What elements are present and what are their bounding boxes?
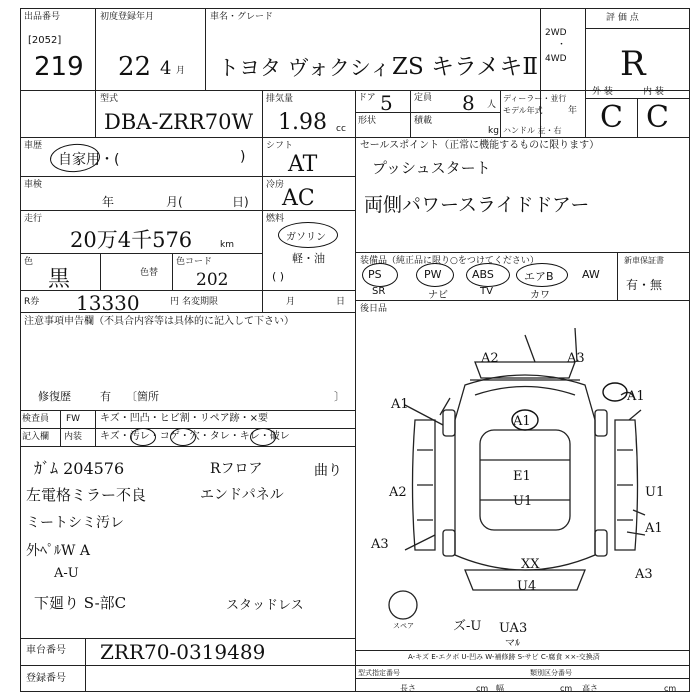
- repaint-label: 色替: [140, 268, 159, 278]
- mark-bottom-c: マﾙ: [505, 638, 520, 649]
- grade-value: R: [620, 44, 646, 84]
- note-8: エンドパネル: [200, 487, 284, 503]
- color-value: 黒: [48, 267, 71, 292]
- car-name: トヨタ ヴォクシィ: [218, 56, 391, 80]
- shift-label: シフト: [266, 141, 294, 151]
- note-2: 左電格ミラー不良: [26, 486, 147, 504]
- mark-bottom-b: UA3: [499, 621, 528, 636]
- fuel-gasoline: ガソリン: [286, 232, 326, 243]
- exterior-grade: C: [600, 100, 623, 135]
- drive-4wd: 4WD: [545, 54, 567, 64]
- interior-label: 内 装: [643, 87, 664, 97]
- equipment-label: 装備品（純正品に限り○をつけてください）: [360, 256, 539, 266]
- entry-label: 記入欄: [22, 432, 50, 442]
- note-3: ミートシミ汚レ: [26, 515, 124, 531]
- recycle-label: R券: [24, 297, 40, 307]
- note-9: 曲り: [314, 463, 342, 479]
- interior-grade: C: [646, 100, 669, 135]
- inspector-row1: キズ・凹凸・ヒビ割・リペア跡・×要: [100, 413, 268, 424]
- history-label: 車歴: [24, 141, 43, 151]
- inspector-label: 検査員: [22, 414, 50, 424]
- displacement-value: 1.98: [278, 110, 327, 135]
- shift-value: AT: [288, 152, 318, 177]
- mark-a3-top: A3: [567, 351, 585, 366]
- spare-label: スペア: [393, 622, 414, 630]
- lot-label: 出品番号: [24, 12, 61, 22]
- history-value: 自家用・(: [58, 152, 120, 168]
- category-label: 類別区分番号: [530, 669, 572, 677]
- airbag-circle: [516, 263, 568, 287]
- car-damage-diagram: [355, 300, 690, 650]
- mark-a1-hood: A1: [513, 414, 531, 429]
- drive-2wd: 2WD: [545, 28, 567, 38]
- warranty-value: 有・無: [626, 278, 663, 292]
- note-6: 下廻り S-部C: [34, 594, 127, 612]
- load-label: 積載: [414, 116, 433, 126]
- color-code-value: 202: [196, 270, 229, 290]
- lot-number: 219: [34, 52, 84, 82]
- rear-items-label: 後日品: [360, 304, 388, 314]
- notes-label: 注意事項申告欄（不具合内容等は具体的に記入して下さい）: [24, 316, 294, 327]
- fuel-diesel: 軽・油: [292, 252, 325, 265]
- model-spec-label: 型式指定番号: [358, 669, 400, 677]
- mark-u4: U4: [517, 579, 537, 594]
- first-reg-year: 22: [118, 52, 152, 82]
- mark-u1-roof: U1: [513, 494, 533, 509]
- mark-u1-right: U1: [645, 485, 665, 500]
- grade-label: 評 価 点: [606, 13, 639, 23]
- model-label: 型式: [100, 94, 119, 104]
- mark-bottom-a: ズ-U: [453, 619, 482, 634]
- first-reg-label: 初度登録年月: [100, 12, 155, 22]
- mark-a3-left: A3: [371, 537, 389, 552]
- note-10: スタッドレス: [226, 598, 304, 613]
- abs-circle: [466, 263, 510, 287]
- door-value: 5: [380, 91, 393, 115]
- fuel-label: 燃料: [266, 214, 285, 224]
- dealer-label: ディーラー・並行: [503, 94, 567, 103]
- mark-e1: E1: [513, 469, 531, 484]
- reg-no-label: 登録番号: [26, 673, 66, 684]
- note-1: ｶﾞﾑ 204576: [34, 459, 125, 478]
- warranty-label: 新車保証書: [624, 256, 664, 265]
- mark-a2-top: A2: [481, 351, 499, 366]
- inspection-label: 車検: [24, 180, 43, 190]
- note-5: A-U: [54, 566, 79, 581]
- model-year-label: モデル年式: [503, 106, 543, 115]
- lot-ref: [2052]: [28, 35, 62, 46]
- mark-a3-rear: A3: [635, 567, 653, 582]
- sales-point-2: 両側パワースライドドアー: [364, 194, 590, 216]
- ps-circle: [362, 263, 398, 287]
- vin-label: 車台番号: [26, 645, 66, 656]
- capacity-value: 8: [462, 91, 475, 115]
- first-reg-month: 4: [160, 58, 172, 79]
- mark-a1-right: A1: [627, 389, 645, 404]
- mileage-label: 走行: [24, 214, 43, 224]
- inspector-row2: キズ・汚レ・コゲ・穴・タレ・キレ・破レ: [100, 431, 290, 442]
- repair-value: 有: [100, 390, 111, 403]
- mark-a1-rear-right: A1: [645, 521, 663, 536]
- ac-value: AC: [282, 186, 315, 211]
- repair-label: 修復歴: [38, 390, 71, 403]
- fuel-circle: [278, 222, 338, 248]
- note-7: Rフロア: [210, 461, 263, 477]
- door-label: ドア: [358, 93, 376, 103]
- color-code-label: 色コード: [176, 257, 213, 267]
- displacement-label: 排気量: [266, 94, 294, 104]
- model-value: DBA-ZRR70W: [104, 110, 254, 134]
- note-4: 外ﾍﾟﾙW A: [26, 543, 90, 559]
- damage-legend: A-キズ E-エクボ U-凹み W-補修跡 S-サビ C-腐食 ××-交換済: [408, 653, 600, 661]
- handle-label: ハンドル 左・右: [503, 126, 562, 135]
- car-grade: ZS キラメキⅡ: [392, 54, 538, 80]
- mark-xx: XX: [521, 557, 540, 572]
- sales-point-1: プッシュスタート: [372, 159, 491, 177]
- capacity-label: 定員: [414, 93, 433, 103]
- color-label: 色: [24, 257, 34, 267]
- mark-a1-left: A1: [391, 397, 409, 412]
- recycle-value: 13330: [76, 291, 140, 315]
- mark-a2-left: A2: [389, 485, 407, 500]
- vin-value: ZRR70-0319489: [100, 640, 266, 664]
- pw-circle: [416, 263, 454, 287]
- exterior-label: 外 装: [592, 87, 613, 97]
- shape-label: 形状: [358, 116, 377, 126]
- car-name-label: 車名・グレード: [210, 12, 274, 22]
- name-change-label: 名変期限: [182, 297, 219, 307]
- sales-points-label: セールスポイント（正常に機能するものに限ります）: [360, 140, 600, 151]
- mileage-value: 20万4千576: [70, 228, 193, 252]
- ac-label: 冷房: [266, 180, 285, 190]
